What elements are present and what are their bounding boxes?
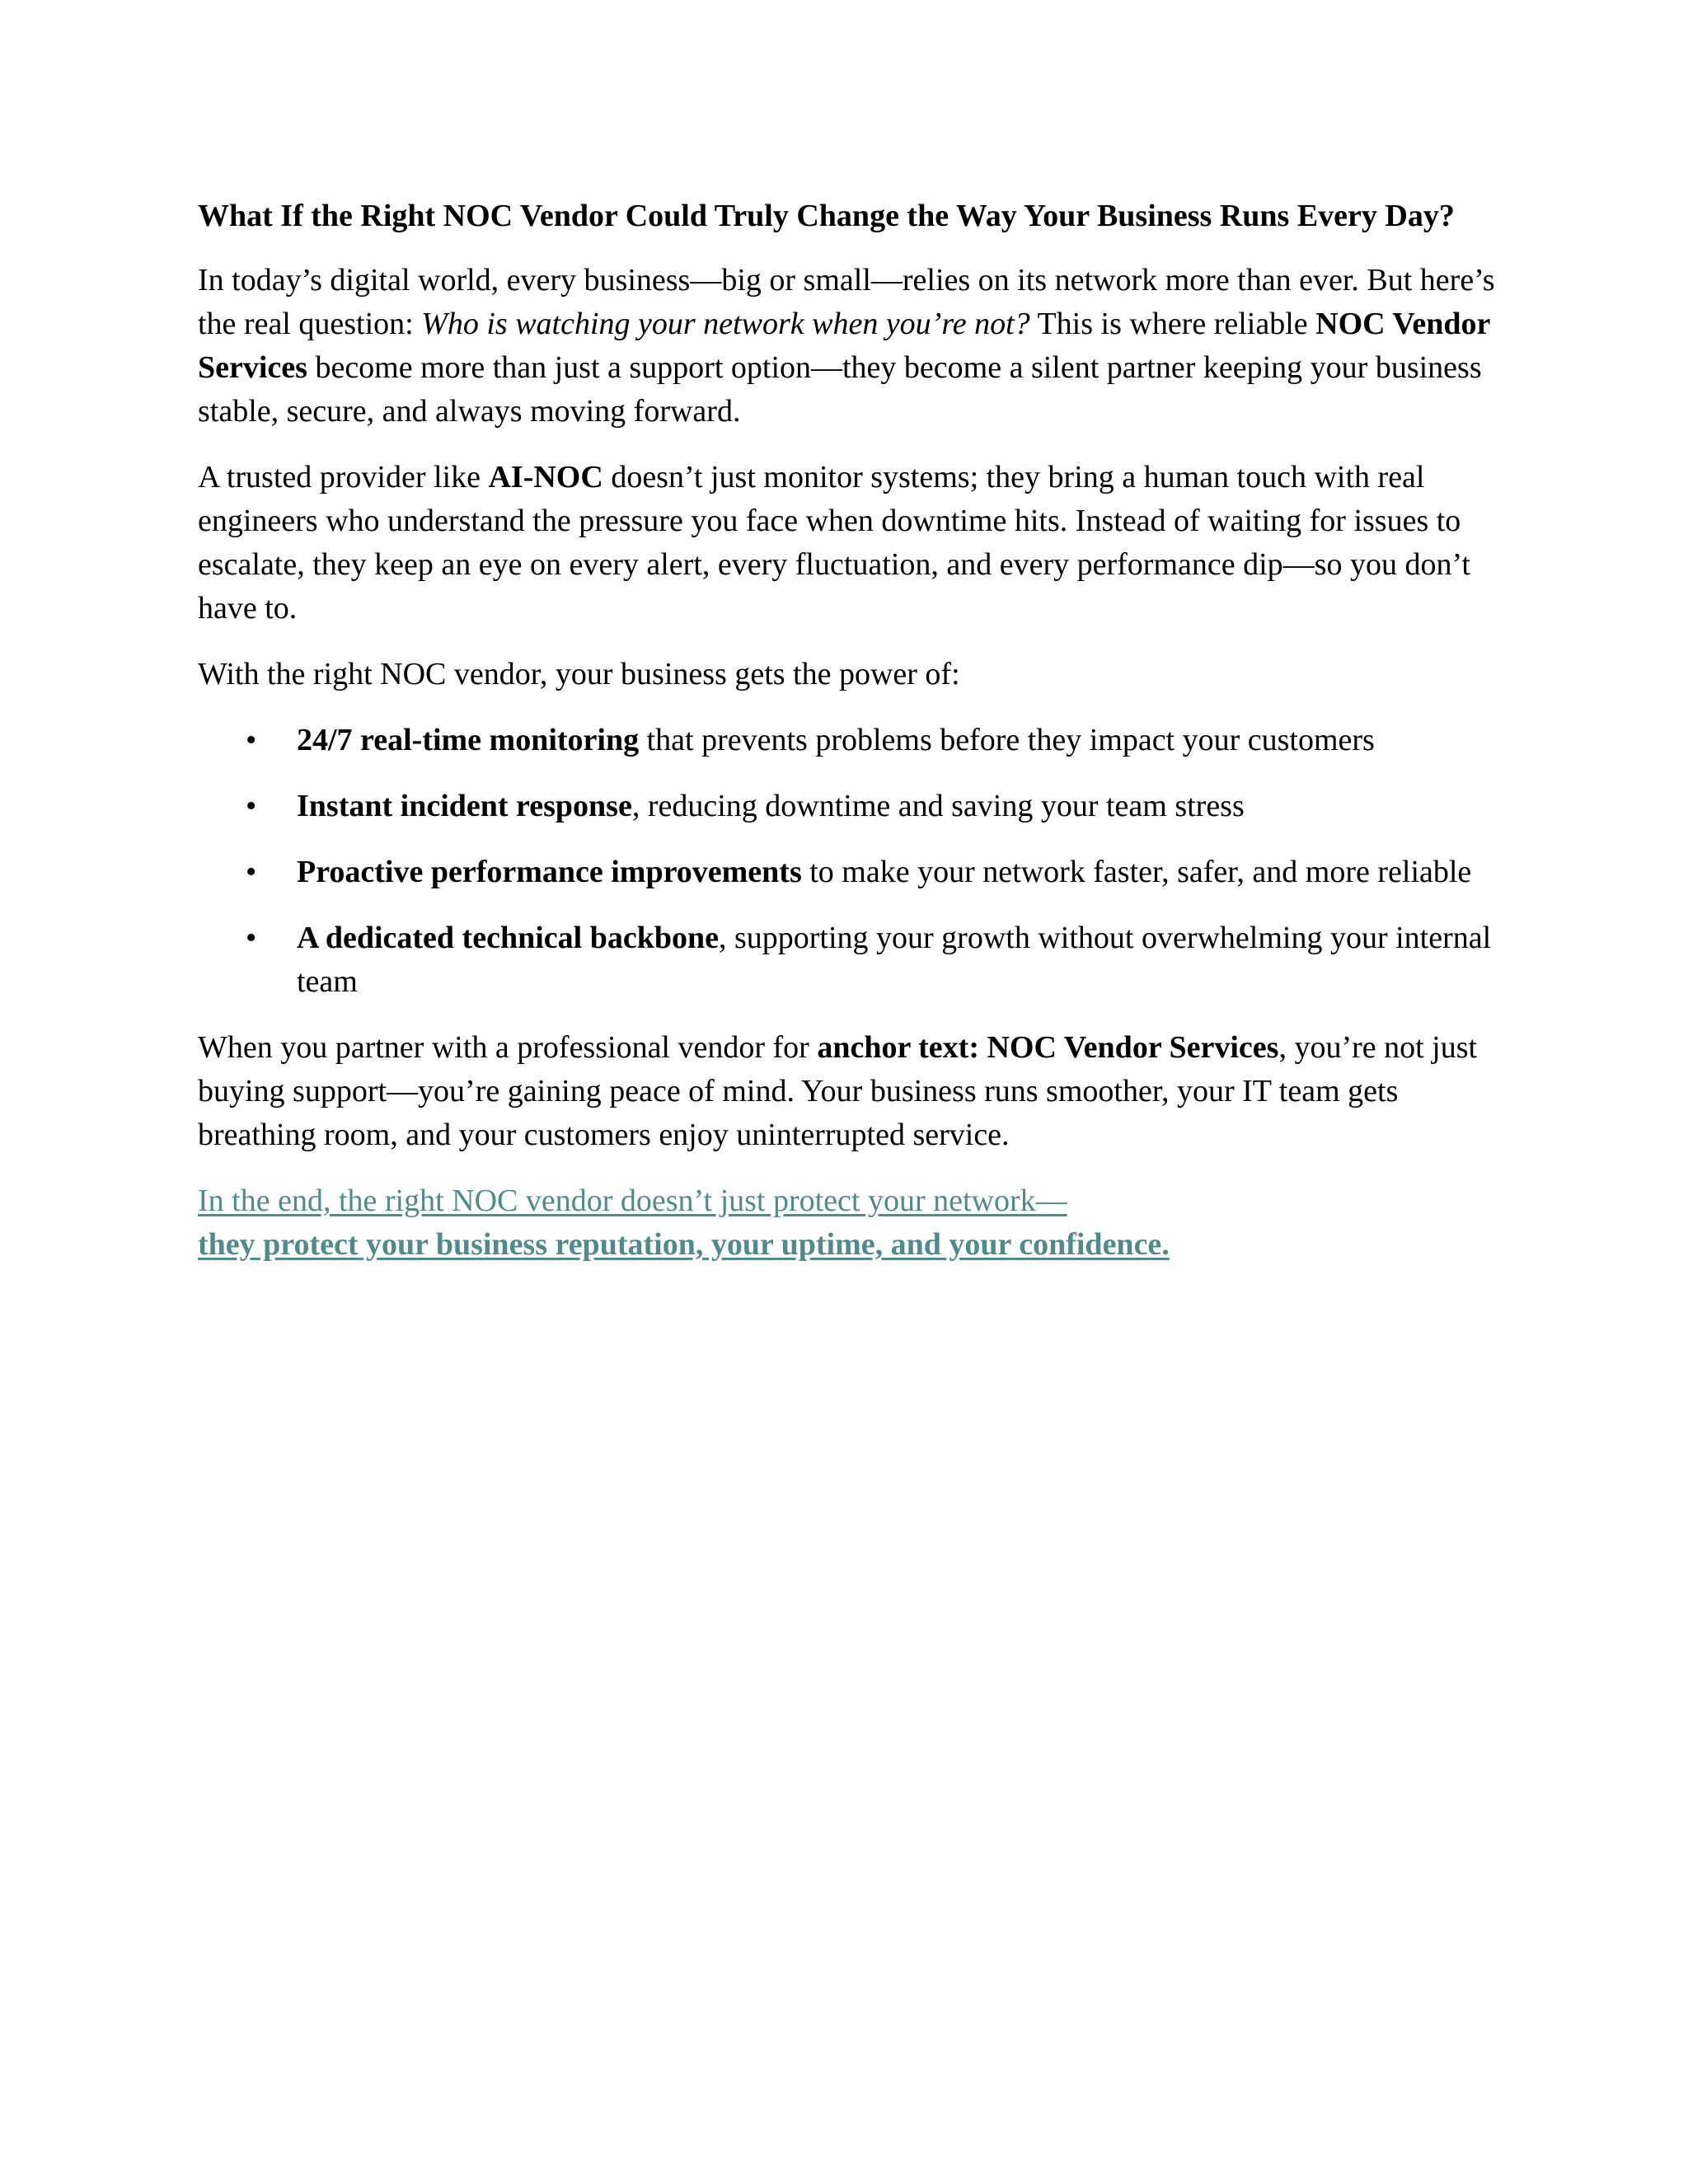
- partner-anchor-text: anchor text: NOC Vendor Services: [817, 1030, 1279, 1065]
- list-item-bold: A dedicated technical backbone: [297, 921, 719, 955]
- provider-text-2: doesn’t just monitor systems; they bring a human touch with real engineers who understand the pressure you face when downtime hits. Instead of waiting for issues to escalate, they keep an eye on every alert, every fluctuation, and every performance dip—so you don’t have to.: [198, 460, 1470, 626]
- provider-name: AI-NOC: [488, 460, 603, 494]
- bullet-icon: •: [246, 855, 257, 889]
- list-item-text: that prevents problems before they impact your customers: [639, 723, 1375, 757]
- closing-paragraph: [198, 1179, 1500, 1267]
- intro-question: Who is watching your network when you’re not?: [421, 307, 1030, 341]
- benefits-list: [198, 719, 1500, 1004]
- intro-text-1: In today’s digital world, every business—big or small—relies on its network more than ever. But here’s the real question:: [198, 263, 1495, 341]
- partner-paragraph: [198, 1026, 1500, 1157]
- list-item-bold: 24/7 real-time monitoring: [297, 723, 640, 757]
- provider-text-1: A trusted provider like: [198, 460, 489, 494]
- provider-paragraph: [198, 456, 1500, 630]
- intro-paragraph: [198, 259, 1500, 434]
- list-item-text: to make your network faster, safer, and more reliable: [801, 855, 1472, 889]
- list-item: [198, 851, 1500, 894]
- intro-text-3: become more than just a support option—they become a silent partner keeping your business stable, secure, and always moving forward.: [198, 350, 1482, 429]
- list-item: [198, 916, 1500, 1004]
- intro-text-2: This is where reliable: [1029, 307, 1316, 341]
- power-intro-paragraph: With the right NOC vendor, your business gets the power of:: [198, 657, 960, 691]
- partner-text-2: , you’re not just buying support—you’re gaining peace of mind. Your business runs smoother, your IT team gets breathing room, and your customers enjoy uninterrupted service.: [198, 1030, 1478, 1152]
- list-item: [198, 719, 1500, 762]
- partner-text-1: When you partner with a professional vendor for: [198, 1030, 818, 1065]
- closing-link-line-2[interactable]: they protect your business reputation, your uptime, and your confidence.: [198, 1227, 1170, 1262]
- list-item-bold: Proactive performance improvements: [297, 855, 802, 889]
- document-heading: What If the Right NOC Vendor Could Truly Change the Way Your Business Runs Every Day?: [198, 199, 1455, 233]
- bullet-icon: •: [246, 921, 257, 955]
- list-item: [198, 785, 1500, 828]
- closing-link-line-1[interactable]: In the end, the right NOC vendor doesn’t just protect your network—: [198, 1183, 1067, 1218]
- list-item-text: , supporting your growth without overwhelming your internal team: [297, 921, 1492, 999]
- document-page: [198, 194, 1500, 1267]
- bullet-icon: •: [246, 789, 257, 823]
- intro-service-name: NOC Vendor Services: [198, 307, 1490, 385]
- list-item-text: , reducing downtime and saving your team stress: [631, 789, 1245, 823]
- list-item-bold: Instant incident response: [297, 789, 632, 823]
- bullet-icon: •: [246, 723, 257, 757]
